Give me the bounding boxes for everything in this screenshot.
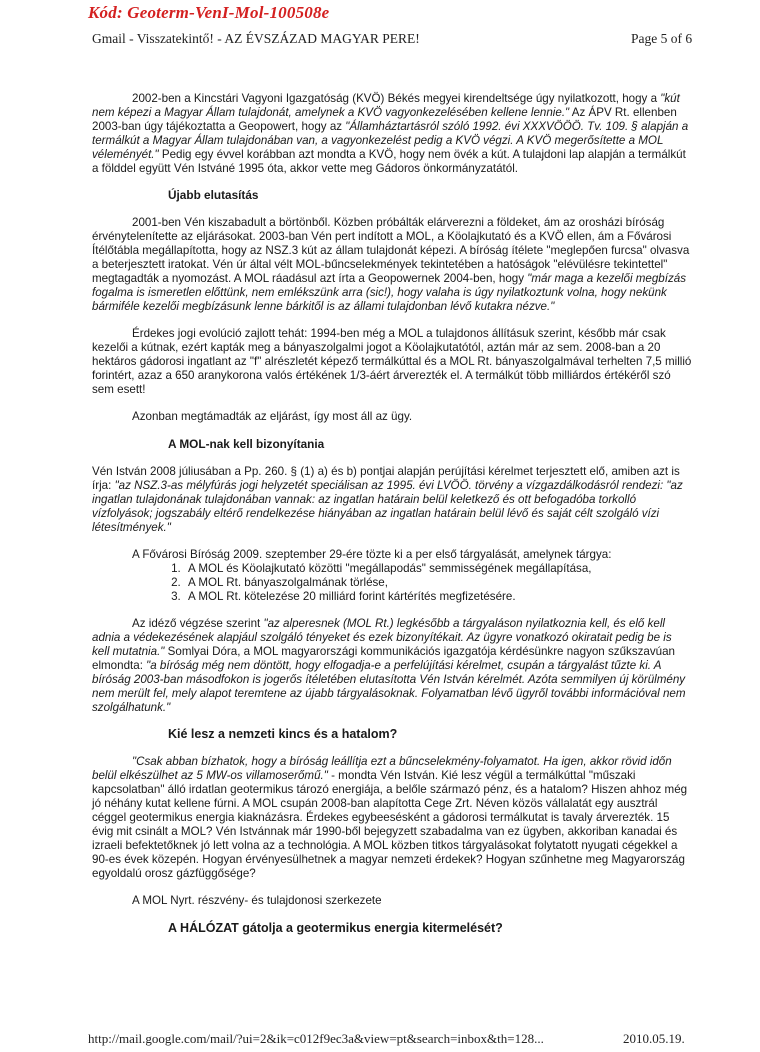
section-heading-ujabb-elutasitas: Újabb elutasítás (168, 187, 259, 202)
print-header-title: Gmail - Visszatekintő! - AZ ÉVSZÁZAD MAGYAR PERE! (92, 31, 420, 46)
list-item: 3. A MOL Rt. kötelezése 20 milliárd forint kártérítés megfizetésére. (184, 590, 692, 604)
paragraph-idezo-vegzes: Az idéző végzése szerint "az alperesnek (MOL Rt.) legkésőbb a tárgyaláson nyilatkoznia kell, és elő kell adnia a védekezésének alapjául szolgáló tényeket és ezek bizonyítékait. Az ügyre vonatkozó okiratait pedig be is kell mutatnia." Somlyai Dóra, a MOL magyarországi kommunikációs igazgatója kérdésünkre nagyon szűkszavúan elmondta: "a bíróság még nem döntött, hogy elfogadja-e a perfelújítási kérelmet, csupán a tárgyalást tűzte ki. A bíróság 2003-ban másodfokon is jogerős ítéletében elutasította Vén István kérelmét. Azóta semmilyen új körülmény nem merült fel, mely alapot teremtene az újabb tárgyalásoknak. Folyamatban lévő ügyről további információval nem szolgálhatunk." (92, 617, 686, 714)
section-heading-mol-bizonyitania: A MOL-nak kell bizonyítania (168, 436, 325, 451)
paragraph-kvo: 2002-ben a Kincstári Vagyoni Igazgatóság (KVÖ) Békés megyei kirendeltsége úgy nyilatkozott, hogy a "kút nem képezi a Magyar Állam tulajdonát, amelynek a KVÖ vagyonkezelésében kellene lennie." Az ÁPV Rt. ellenben 2003-ban úgy tájékoztatta a Geopowert, hogy az "Államháztartásról szóló 1992. évi XXXVÖÖÖ. Tv. 109. § alapján a termálkút a Magyar Állam tulajdonában van, a vagyonkezelést pedig a KVÖ végzi. A KVÖ megerősítette a MOL véleményét." Pedig egy évvel korábban azt mondta a KVÖ, hogy nem övék a kút. A tulajdoni lap alapján a termálkút a földdel együtt Vén Istváné 1995 óta, akkor vette meg Gádoros önkormányzatától. (92, 92, 689, 175)
paragraph-csak-abban-bizhatok: "Csak abban bízhatok, hogy a bíróság leállítja ezt a bűncselekmény-folyamatot. Ha igen, akkor rövid időn belül elkészülhet az 5 MW-os villamoserőmű." - mondta Vén István. Kié lesz végül a termálkúttal "műszaki kapcsolatban" álló irdatlan geotermikus tározó energiája, a belőle származó pénz, és a hatalom? Hiszen ahhoz még jó néhány kutat kellene fúrni. A MOL csupán 2008-ban alapította Cege Zrt. Néven közös vállalatát egy ausztrál céggel geotermikus energia kiaknázásra. Érdekes egybeesésként a gádorosi termálkutat is tavaly árverezték. 15 évig mit csinált a MOL? Vén Istvánnak már 1990-ből bejegyzett szabadalma van ez ügyben, akkoriban kanadai és izraeli befektetőknek jó lett volna az a technológia. A MOL közben titkos tárgyalásokat folytatott nyugati cégekkel a 90-es évek közepén. Hogyan érvényesülhetnek a magyar nemzeti érdekek? Hogyan szűnhetne meg Magyarország egyoldalú orosz gázfüggősége? (92, 755, 688, 880)
paragraph-vén-kiszabadult: 2001-ben Vén kiszabadult a börtönből. Közben próbálták elárverezni a földeket, ám az orosházi bíróság érvénytelenítette az eljárásokat. 2003-ban Vén pert indított a MOL, a Köolajkutató és a KVÖ ellen, ám a Fővárosi Ítélőtábla megállapította, hogy az NSZ.3 kút az állam tulajdonát képezi. A bíróság ítélete "meglepően furcsa" olvasva a beterjesztett iratokat. Vén úr által vélt MOL-bűncselekmények tekintetében a hatóságok "elévülésre tekintettel" megtagadták a nyomozást. A MOL ráadásul azt írta a Geopowernek 2004-ben, hogy "már maga a kezelői megbízás fogalma is ismeretlen előttünk, nem emlékszünk arra (sic!), hogy valaha is úgy nyilatkoztunk volna, hogy nekünk bármiféle kezelői megbízásunk lenne bárkitől is az állami tulajdonban lévő kutakra nézve." (92, 216, 690, 313)
print-footer-url: http://mail.google.com/mail/?ui=2&ik=c012f9ec3a&view=pt&search=inbox&th=128... (88, 1031, 544, 1046)
paragraph-fovarosi-birosag: A Fővárosi Bíróság 2009. szeptember 29-ére tözte ki a per első tárgyalását, amelynek tárgya: (132, 548, 612, 562)
paragraph-mol-reszveny: A MOL Nyrt. részvény- és tulajdonosi szerkezete (132, 894, 382, 908)
trial-subjects-list (92, 562, 692, 604)
paragraph-jogi-evolucio: Érdekes jogi evolúció zajlott tehát: 1994-ben még a MOL a tulajdonos állításuk szerint, később már csak kezelői a kútnak, ezért kapták meg a bányaszolgalmi jogot a Köolajkutatótól, aztán már az sem. 2008-ban a 20 hektáros gádorosi ingatlant az "f" alrészletét képező termálkúttal és a MOL Rt. bányaszolgalmával terhelten 7,5 millió forintért, azaz a 650 aranykorona valós értékének 1/3-áért árverezték el. A termálkút több milliárdos értékéről szó sem esett! (92, 327, 692, 396)
list-item: 1. A MOL és Köolajkutató közötti "megállapodás" semmisségének megállapítása, (184, 562, 692, 576)
paragraph-perujitas: Vén István 2008 júliusában a Pp. 260. § (1) a) és b) pontjai alapján perújítási kérelmet terjesztett elő, amiben azt is írja: "az NSZ.3-as mélyfúrás jogi helyzetét speciálisan az 1995. évi LVÖÖ. törvény a vízgazdálkodásról rendezi: "az ingatlan tulajdonának tulajdonában vannak: az ingatlan határain belül keletkező és ott befogadóba torkolló vízfolyások; jogszabály eltérő rendelkezése hiányában az ingatlan határain belül lévő és saját célt szolgáló vízi létesítmények." (92, 465, 683, 534)
list-item: 2. A MOL Rt. bányaszolgalmának törlése, (184, 576, 692, 590)
section-heading-nemzeti-kincs: Kié lesz a nemzeti kincs és a hatalom? (168, 727, 398, 742)
print-footer-date: 2010.05.19. (623, 1031, 685, 1046)
document-code-stamp: Kód: Geoterm-VenI-Mol-100508e (88, 3, 330, 22)
section-heading-halozat: A HÁLÓZAT gátolja a geotermikus energia kitermelését? (168, 920, 503, 935)
paragraph-megtamadtak: Azonban megtámadták az eljárást, így most áll az ügy. (132, 410, 413, 424)
article-body (92, 92, 692, 935)
print-header-page-number: Page 5 of 6 (631, 31, 693, 46)
